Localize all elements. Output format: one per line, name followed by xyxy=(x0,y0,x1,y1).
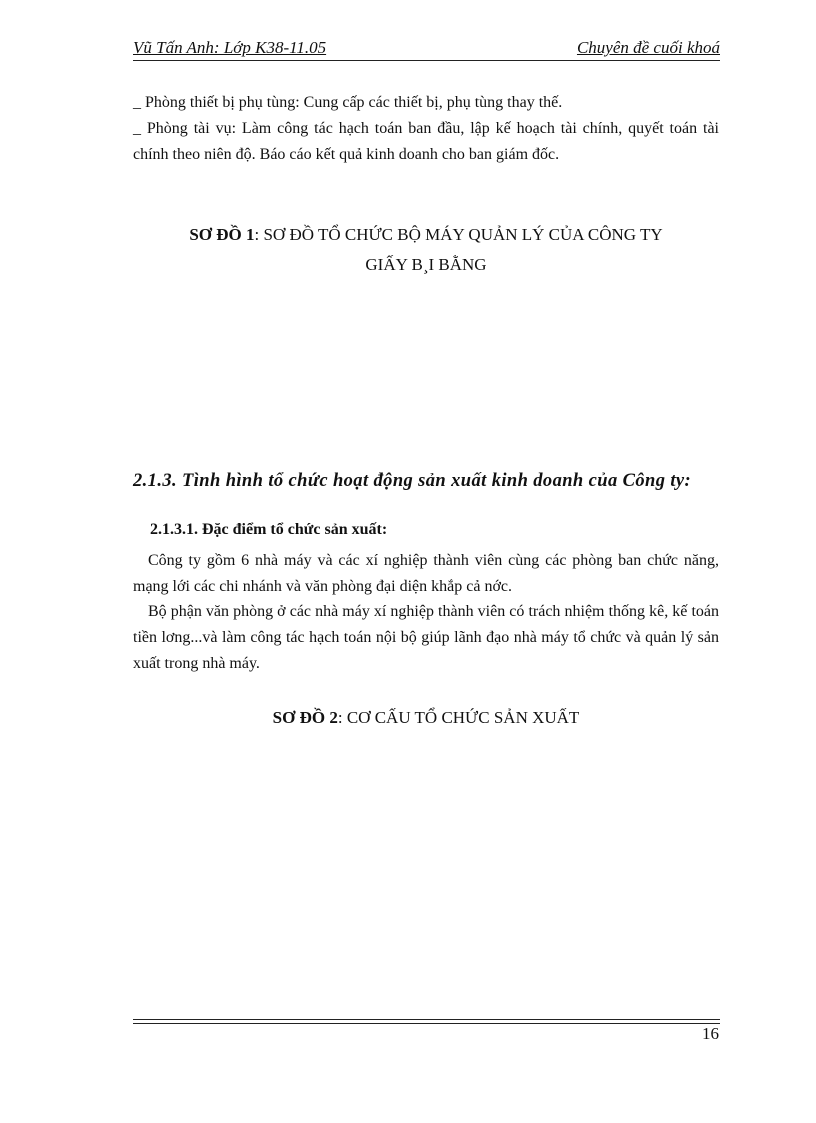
paragraph-office-duties: Bộ phận văn phòng ở các nhà máy xí nghiệp thành viên có trách nhiệm thống kê, kế toán tiền lơng...và làm công tác hạch toán nội bộ giúp lãnh đạo nhà máy tổ chức và quản lý sản xuất trong nhà máy. xyxy=(133,603,719,672)
diagram2-title: : CƠ CẤU TỔ CHỨC SẢN XUẤT xyxy=(337,708,580,727)
paragraph-finance-dept: _ Phòng tài vụ: Làm công tác hạch toán ban đầu, lập kế hoạch tài chính, quyết toán tài chính theo niên độ. Báo cáo kết quả kinh doanh cho ban giám đốc. xyxy=(133,120,719,163)
diagram2-label: SƠ ĐỒ 2 xyxy=(272,708,338,727)
diagram1-title-line1: : SƠ ĐỒ TỔ CHỨC BỘ MÁY QUẢN LÝ CỦA CÔNG TY xyxy=(254,225,663,244)
paragraph-equipment-dept: _ Phòng thiết bị phụ tùng: Cung cấp các thiết bị, phụ tùng thay thế. xyxy=(133,94,563,111)
footer-rule-bottom xyxy=(133,1023,720,1024)
subsection-title: 2.1.3.1. Đặc điểm tổ chức sản xuất: xyxy=(150,521,388,538)
section-title: 2.1.3. Tình hình tổ chức hoạt động sản xuất kinh doanh của Công ty: xyxy=(133,471,692,491)
header-document-type: Chuyên đề cuối khoá xyxy=(576,38,720,57)
page-number: 16 xyxy=(702,1024,719,1043)
diagram1-label: SƠ ĐỒ 1 xyxy=(189,225,255,244)
page-header xyxy=(133,36,720,61)
diagram1-title-line2: GIẤY B¸I BẰNG xyxy=(365,255,487,274)
footer-rule-top xyxy=(133,1019,720,1020)
header-author-class: Vũ Tấn Anh: Lớp K38-11.05 xyxy=(133,38,327,57)
diagram2-caption xyxy=(133,703,719,733)
paragraph-company-structure: Công ty gồm 6 nhà máy và các xí nghiệp thành viên cùng các phòng ban chức năng, mạng lới các chi nhánh và văn phòng đại diện khắp cả nớc. xyxy=(133,552,719,595)
diagram1-caption xyxy=(133,220,719,280)
